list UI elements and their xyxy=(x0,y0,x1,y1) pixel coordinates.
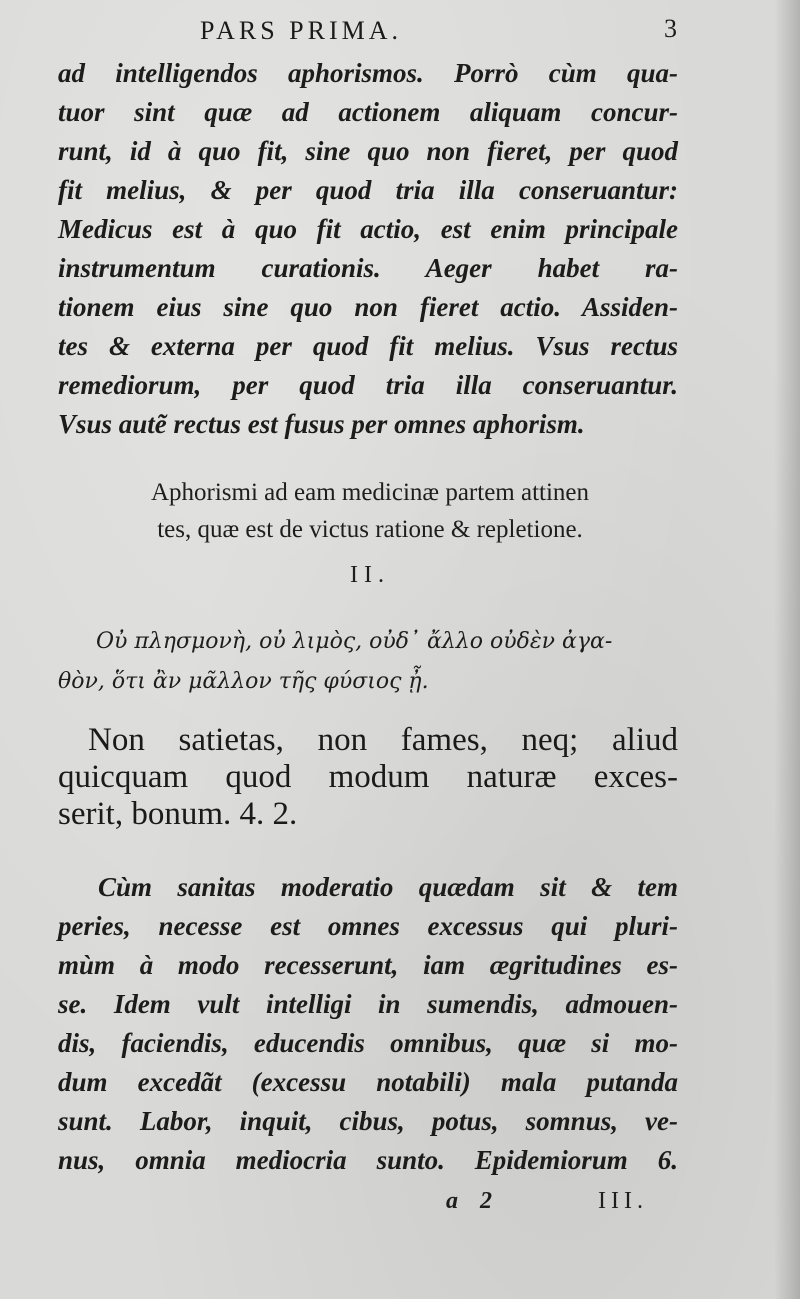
text-line: nus, omnia mediocria sunto. Epidemiorum 6. xyxy=(58,1145,678,1175)
text-line: remediorum, per quod tria illa conseruantur. xyxy=(58,370,678,400)
text-line: sunt. Labor, inquit, cibus, potus, somnus, ve- xyxy=(58,1106,678,1136)
text-line: tuor sint quæ ad actionem aliquam concur- xyxy=(58,97,678,127)
running-head: PARS PRIMA. xyxy=(200,16,403,45)
text-line: Medicus est à quo fit actio, est enim principale xyxy=(58,214,678,244)
greek-line: Οὐ πλησμονὴ, οὐ λιμὸς, οὐδ᾽ ἄλλο οὐδὲν ἀγα- xyxy=(96,629,613,654)
latin-line: Non satietas, non fames, neq; aliud xyxy=(88,722,678,758)
text-line: ad intelligendos aphorismos. Porrò cùm qua- xyxy=(58,58,678,88)
text-line: dis, faciendis, educendis omnibus, quæ si mo- xyxy=(58,1028,678,1058)
text-line: dum excedãt (excessu notabili) mala putanda xyxy=(58,1067,678,1097)
commentary-paragraph xyxy=(58,868,678,1180)
page-header xyxy=(0,14,800,50)
heading-line: tes, quæ est de victus ratione & repletione. xyxy=(157,516,583,543)
latin-line: quicquam quod modum naturæ exces- xyxy=(58,759,678,795)
greek-aphorism xyxy=(58,622,678,702)
page-footer xyxy=(0,1188,800,1224)
section-heading xyxy=(80,474,660,548)
signature-mark: a 2 xyxy=(446,1188,500,1214)
heading-line: Aphorismi ad eam medicinæ partem attinen xyxy=(150,479,590,506)
latin-aphorism xyxy=(58,722,678,833)
greek-line: θὸν, ὅτι ἂν μᾶλλον τῆς φύσιος ᾖ. xyxy=(58,669,429,694)
spine-shadow xyxy=(774,0,800,1299)
intro-paragraph xyxy=(58,54,678,444)
text-line: peries, necesse est omnes excessus qui pluri- xyxy=(58,911,678,941)
text-line: fit melius, & per quod tria illa conseruantur: xyxy=(58,175,678,205)
catchword: III. xyxy=(598,1188,648,1214)
text-line: se. Idem vult intelligi in sumendis, admouen- xyxy=(58,989,678,1019)
text-line: Vsus autẽ rectus est fusus per omnes aphorism. xyxy=(58,409,585,439)
text-line: mùm à modo recesserunt, iam ægritudines es- xyxy=(58,950,678,980)
text-line: tionem eius sine quo non fieret actio. Assiden- xyxy=(58,292,678,322)
aphorism-number: II. xyxy=(350,562,390,588)
latin-line: serit, bonum. 4. 2. xyxy=(58,796,298,832)
text-line: Cùm sanitas moderatio quædam sit & tem xyxy=(98,872,678,902)
text-line: tes & externa per quod fit melius. Vsus rectus xyxy=(58,331,678,361)
text-line: runt, id à quo fit, sine quo non fieret, per quod xyxy=(58,136,678,166)
text-line: instrumentum curationis. Aeger habet ra- xyxy=(58,253,678,283)
page-number: 3 xyxy=(664,14,677,43)
